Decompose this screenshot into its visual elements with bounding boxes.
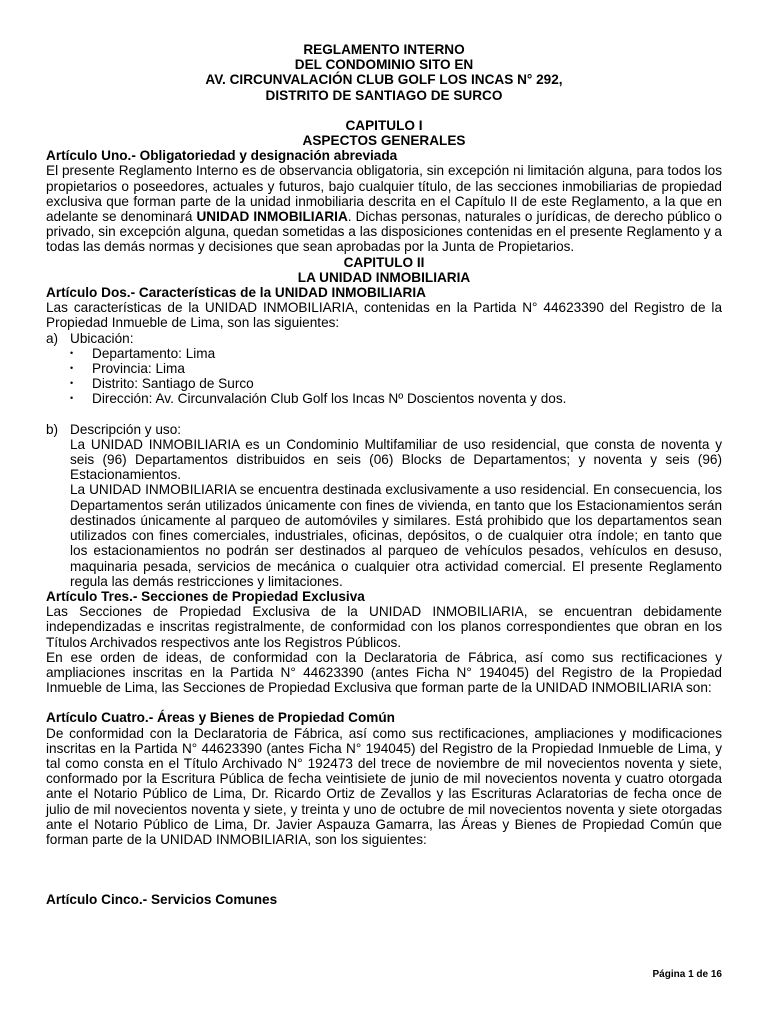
chapter-2-title: CAPITULO II (343, 254, 425, 270)
article-5-heading: Artículo Cinco.- Servicios Comunes (46, 892, 278, 908)
location-item (70, 391, 722, 406)
location-item (70, 361, 722, 376)
chapter-2-subtitle: LA UNIDAD INMOBILIARIA (297, 269, 471, 285)
bullet-icon: • (70, 378, 74, 389)
location-item (70, 346, 722, 361)
article-1-heading: Artículo Uno.- Obligatoriedad y designación abreviada (46, 148, 398, 164)
list-title-a: Ubicación: (70, 330, 134, 346)
title-line-1: REGLAMENTO INTERNO (303, 42, 465, 57)
description-paragraph-2: La UNIDAD INMOBILIARIA se encuentra destinada exclusivamente a uso residencial. En consecuencia, los Departamentos serán utilizados únicamente con fines de vivienda, en tanto que los Estacionamientos serán destinados únicamente al parqueo de automóviles y similares. Está prohibido que los departamentos sean utilizados con fines comerciales, industriales, oficinas, depósitos, o de cualquier otra índole; en tanto que los estacionamientos no podrán ser destinados al parqueo de vehículos pesados, vehículos en desuso, maquinaria pesada, servicios de mecánica o cualquier otra actividad comercial. El presente Reglamento regula las demás restricciones y limitaciones. (70, 482, 722, 589)
article-2-heading: Artículo Dos.- Características de la UNIDAD INMOBILIARIA (46, 285, 426, 301)
location-text: Distrito: Santiago de Surco (92, 376, 254, 392)
location-text: Departamento: Lima (92, 345, 216, 361)
location-text: Provincia: Lima (92, 361, 185, 377)
bullet-icon: • (70, 363, 74, 374)
chapter-1-title: CAPITULO I (345, 117, 423, 133)
document-title (46, 42, 722, 103)
bullet-icon: • (70, 347, 74, 358)
article-3-paragraph-2: En ese orden de ideas, de conformidad con la Declaratoria de Fábrica, así como sus rectificaciones y ampliaciones inscritas en la Partida N° 44623390 (antes Ficha N° 194045) del Registro de la Propiedad Inmueble de Lima, las Secciones de Propiedad Exclusiva que forman parte de la UNIDAD INMOBILIARIA son: (46, 649, 722, 696)
bullet-icon: • (70, 393, 74, 404)
chapter-2-heading (46, 255, 722, 285)
list-item-a (46, 331, 722, 346)
description-paragraph-1: La UNIDAD INMOBILIARIA es un Condominio Multifamiliar de uso residencial, que consta de noventa y seis (96) Departamentos distribuidos en seis (06) Blocks de Departamentos; y noventa y seis (96) Estacionamientos. (70, 436, 722, 483)
location-item (70, 376, 722, 391)
list-title-b: Descripción y uso: (70, 421, 182, 437)
title-line-4: DISTRITO DE SANTIAGO DE SURCO (265, 87, 503, 103)
title-line-2: DEL CONDOMINIO SITO EN (294, 57, 474, 73)
page-number: Página 1 de 16 (652, 969, 722, 980)
article-4-heading: Artículo Cuatro.- Áreas y Bienes de Propiedad Común (46, 710, 395, 726)
article-1-paragraph (46, 163, 722, 254)
list-label-a: a) (46, 330, 59, 346)
article-3-heading: Artículo Tres.- Secciones de Propiedad Exclusiva (46, 588, 365, 604)
article-1-text-a: El presente Reglamento Interno es de observancia obligatoria, sin excepción ni limitación alguna, para todos los propietarios o poseedores, actuales y futuros, bajo cualquier título, de las secciones inmobiliarias de propiedad exclusiva que forman parte de la unidad inmobiliaria descrita en el Capítulo II de este Reglamento, a la que en adelante se denominará (46, 163, 722, 225)
article-1-text-b: . Dichas personas, naturales o jurídicas, de derecho público o privado, sin excepción alguna, quedan sometidas a las disposiciones contenidas en el presente Reglamento y a todas las demás normas y decisiones que sean aprobadas por la Junta de Propietarios. (46, 209, 722, 255)
document-page (46, 42, 722, 907)
article-2-intro: Las características de la UNIDAD INMOBILIARIA, contenidas en la Partida N° 44623390 del Registro de la Propiedad Inmueble de Lima, son las siguientes: (46, 300, 722, 331)
location-text: Dirección: Av. Circunvalación Club Golf los Incas Nº Doscientos noventa y dos. (92, 391, 567, 407)
location-list (46, 346, 722, 407)
article-1-bold-term: UNIDAD INMOBILIARIA (196, 209, 348, 225)
list-label-b: b) (46, 421, 59, 437)
article-3-paragraph-1: Las Secciones de Propiedad Exclusiva de la UNIDAD INMOBILIARIA, se encuentran debidamente independizadas e inscritas registralmente, de conformidad con los planos correspondientes que obran en los Títulos Archivados respectivos ante los Registros Públicos. (46, 604, 722, 650)
list-item-b (46, 422, 722, 437)
chapter-1-subtitle: ASPECTOS GENERALES (302, 133, 466, 149)
chapter-1-heading (46, 118, 722, 148)
article-4-paragraph: De conformidad con la Declaratoria de Fábrica, así como sus rectificaciones, ampliaciones y modificaciones inscritas en la Partida N° 44623390 (antes Ficha N° 194045) del Registro de la Propiedad Inmueble de Lima, y tal como consta en el Título Archivado N° 192473 del trece de noviembre de mil novecientos noventa y siete, conformado por la Escritura Pública de fecha veintisiete de junio de mil novecientos noventa y cuatro otorgada ante el Notario Público de Lima, Dr. Ricardo Ortiz de Zevallos y las Escrituras Aclaratorias de fecha once de julio de mil novecientos noventa y siete, y treinta y uno de octubre de mil novecientos noventa y siete otorgadas ante el Notario Público de Lima, Dr. Javier Aspauza Gamarra, las Áreas y Bienes de Propiedad Común que forman parte de la UNIDAD INMOBILIARIA, son los siguientes: (46, 725, 722, 847)
title-line-3: AV. CIRCUNVALACIÓN CLUB GOLF LOS INCAS N° 292, (205, 72, 563, 88)
